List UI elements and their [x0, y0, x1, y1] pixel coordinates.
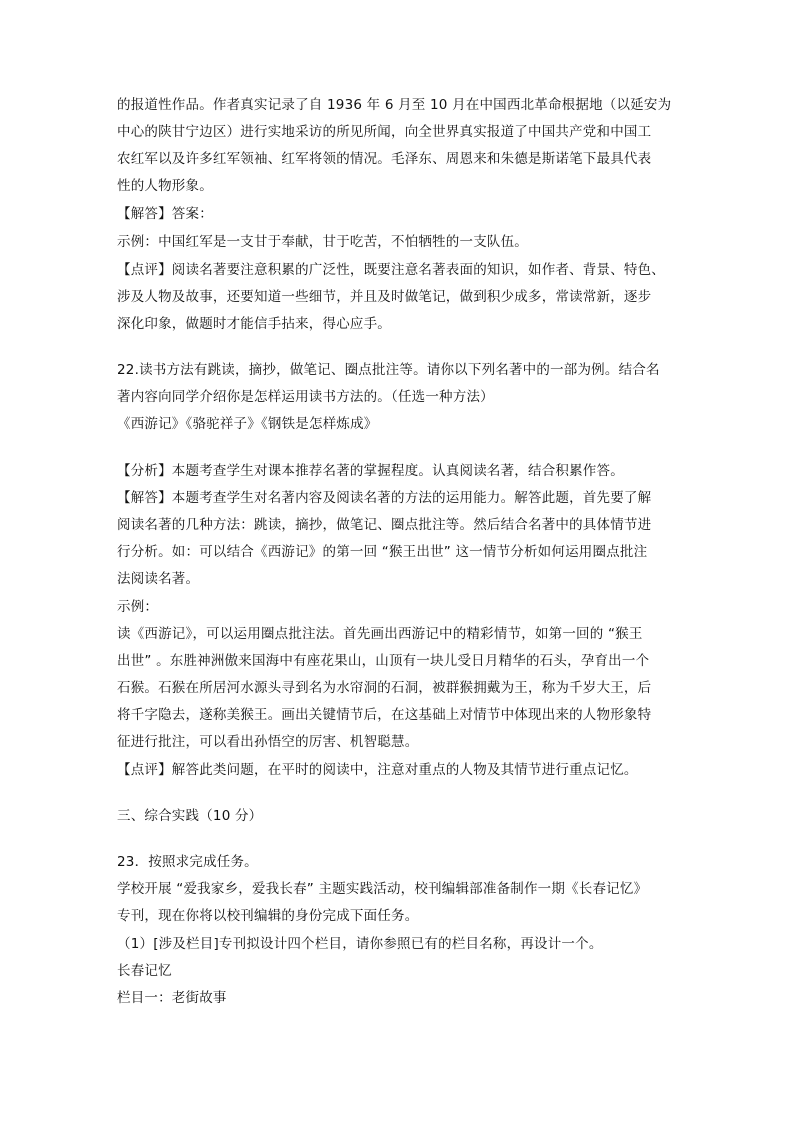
section-heading: 三、综合实践（10 分）	[117, 808, 263, 824]
text-line: 将千字隐去，遂称美猴王。画出关键情节后，在这基础上对情节中体现出来的人物形象特	[117, 707, 652, 723]
text-line: 石猴。石猴在所居河水源头寻到名为水帘洞的石洞，被群猴拥戴为王，称为千岁大王，后	[117, 680, 652, 696]
text-line: 阅读名著的几种方法：跳读，摘抄，做笔记、圈点批注等。然后结合名著中的具体情节进	[117, 517, 652, 533]
text-line: 专刊，现在你将以校刊编辑的身份完成下面任务。	[117, 908, 419, 924]
analysis-paragraph: 【分析】本题考查学生对课本推荐名著的掌握程度。认真阅读名著，结合积累作答。	[117, 463, 624, 479]
comment-paragraph: 【点评】阅读名著要注意积累的广泛性，既要注意名著表面的知识，如作者、背景、特色、	[117, 262, 665, 278]
answer-label: 【解答】答案：	[117, 206, 213, 222]
text-line: 征进行批注，可以看出孙悟空的厉害、机智聪慧。	[117, 734, 419, 750]
text-line: 出世” 。东胜神洲傲来国海中有座花果山，山顶有一块儿受日月精华的石头，孕育出一个	[117, 653, 650, 669]
comment-paragraph: 【点评】解答此类问题，在平时的阅读中，注意对重点的人物及其情节进行重点记忆。	[117, 762, 638, 778]
text-line: 著内容向同学介绍你是怎样运用读书方法的。（任选一种方法）	[117, 389, 494, 405]
example-label: 示例：	[117, 599, 159, 615]
text-line: 农红军以及许多红军领袖、红军将领的情况。毛泽东、周恩来和朱德是斯诺笔下最具代表	[117, 151, 652, 167]
text-line: 学校开展 “爱我家乡，爱我长春” 主题实践活动，校刊编辑部准备制作一期《长春记忆》	[117, 881, 648, 897]
text-line: 性的人物形象。	[117, 178, 213, 194]
sub-question: （1）[涉及栏目]专刊拟设计四个栏目，请你参照已有的栏目名称，再设计一个。	[117, 936, 603, 952]
book-titles: 《西游记》《骆驼祥子》《钢铁是怎样炼成》	[117, 416, 378, 432]
text-line: 深化印象，做题时才能信手拈来，得心应手。	[117, 316, 391, 332]
column-item: 栏目一：老街故事	[117, 990, 227, 1006]
text-line: 示例：中国红军是一支甘于奉献，甘于吃苦，不怕牺牲的一支队伍。	[117, 234, 528, 250]
column-title: 长春记忆	[117, 963, 172, 979]
text-line: 读《西游记》，可以运用圈点批注法。首先画出西游记中的精彩情节，如第一回的 “猴王	[117, 626, 643, 642]
question-23: 23．按照求完成任务。	[117, 854, 258, 870]
text-line: 中心的陕甘宁边区）进行实地采访的所见所闻，向全世界真实报道了中国共产党和中国工	[117, 124, 652, 140]
question-22: 22.读书方法有跳读，摘抄，做笔记、圈点批注等。请你以下列名著中的一部为例。结合名	[117, 362, 660, 378]
text-line: 法阅读名著。	[117, 571, 200, 587]
answer-paragraph: 【解答】本题考查学生对名著内容及阅读名著的方法的运用能力。解答此题，首先要了解	[117, 490, 652, 506]
text-line: 行分析。如：可以结合《西游记》的第一回 “猴王出世” 这一情节分析如何运用圈点批注	[117, 544, 648, 560]
text-line: 涉及人物及故事，还要知道一些细节，并且及时做笔记，做到积少成多，常读常新，逐步	[117, 289, 652, 305]
text-line: 的报道性作品。作者真实记录了自 1936 年 6 月至 10 月在中国西北革命根据地（以延安为	[117, 97, 672, 113]
